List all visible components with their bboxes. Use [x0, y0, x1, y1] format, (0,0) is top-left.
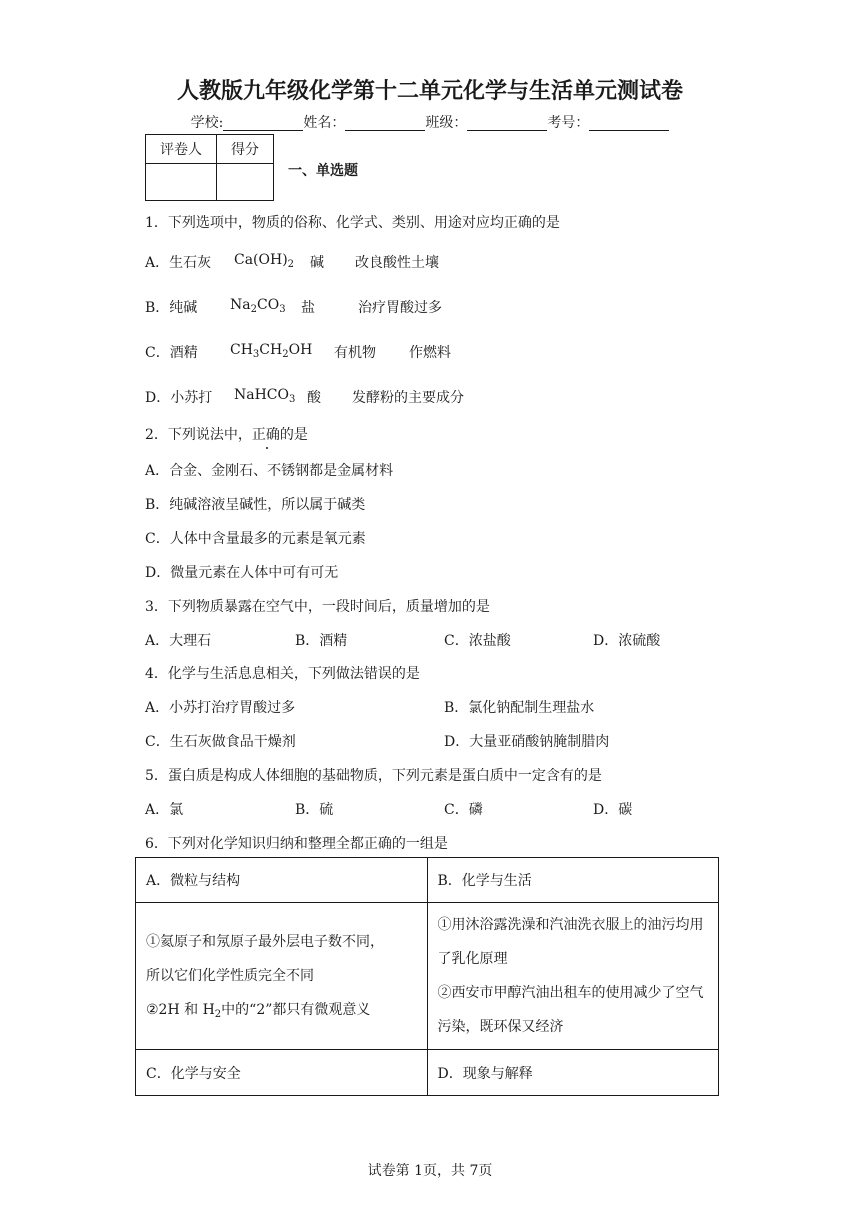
- option-c-header[interactable]: C．化学与安全: [136, 1050, 428, 1096]
- class-label: 班级：: [425, 115, 468, 131]
- section-title: 一、单选题: [288, 163, 358, 179]
- option-common-name: 纯碱: [169, 300, 198, 316]
- question-5-stem: 5．蛋白质是构成人体细胞的基础物质，下列元素是蛋白质中一定含有的是: [145, 768, 602, 784]
- reviewer-cell[interactable]: [146, 164, 217, 201]
- question-1-option-a-category: 碱: [310, 255, 324, 271]
- option-letter: C．: [145, 345, 170, 361]
- question-2-option-c[interactable]: C．人体中含量最多的元素是氧元素: [145, 531, 366, 547]
- score-cell[interactable]: [217, 164, 274, 201]
- question-3-option-a[interactable]: A．大理石: [145, 633, 212, 649]
- option-a-header[interactable]: A．微粒与结构: [136, 858, 428, 903]
- question-3-option-d[interactable]: D．浓硫酸: [593, 633, 661, 649]
- page-footer: 试卷第 1页，共 7页: [367, 1163, 493, 1179]
- question-1-option-c-formula: $CH_3CH_2OH$: [230, 342, 313, 360]
- option-b-header[interactable]: B．化学与生活: [427, 858, 719, 903]
- school-blank[interactable]: [223, 115, 303, 131]
- question-1-option-b-use: 治疗胃酸过多: [358, 300, 442, 316]
- question-4-stem: 4．化学与生活息息相关，下列做法错误的是: [145, 666, 420, 682]
- option-common-name: 酒精: [169, 345, 198, 361]
- question-1-option-b-category: 盐: [301, 300, 315, 316]
- question-1-option-c-use: 作燃料: [409, 345, 451, 361]
- question-5-option-b[interactable]: B．硫: [295, 802, 334, 818]
- question-1-option-d-use: 发酵粉的主要成分: [352, 390, 464, 406]
- option-common-name: 生石灰: [169, 255, 212, 271]
- option-d-header[interactable]: D．现象与解释: [427, 1050, 719, 1096]
- question-1-option-a-use: 改良酸性土壤: [355, 255, 439, 271]
- school-label: 学校:: [190, 115, 224, 131]
- question-1-option-c[interactable]: [145, 342, 198, 362]
- question-1-option-b[interactable]: [145, 297, 197, 317]
- name-label: 姓名：: [303, 115, 346, 131]
- question-5-option-d[interactable]: D．碳: [593, 802, 633, 818]
- question-4-option-a[interactable]: A．小苏打治疗胃酸过多: [145, 700, 296, 716]
- reviewer-header: 评卷人: [146, 135, 217, 164]
- question-2-option-b[interactable]: B．纯碱溶液呈碱性，所以属于碱类: [145, 497, 366, 513]
- option-letter: D．: [145, 390, 171, 406]
- question-2-option-d[interactable]: D．微量元素在人体中可有可无: [145, 565, 339, 581]
- page-title: 人教版九年级化学第十二单元化学与生活单元测试卷: [176, 79, 683, 104]
- question-1-stem: 1．下列选项中，物质的俗称、化学式、类别、用途对应均正确的是: [145, 215, 560, 231]
- student-info-line: [0, 112, 860, 132]
- question-2-option-a[interactable]: A．合金、金刚石、不锈钢都是金属材料: [145, 463, 394, 479]
- question-3-stem: 3．下列物质暴露在空气中，一段时间后，质量增加的是: [145, 599, 490, 615]
- option-a-content: ①氦原子和氖原子最外层电子数不同， 所以它们化学性质完全不同 ②2H 和 $H_2$中的“2”都只有微观意义: [136, 903, 428, 1050]
- option-b-content: ①用沐浴露洗澡和汽油洗衣服上的油污均用 了乳化原理 ②西安市甲醇汽油出租车的使用减少了空气 污染，既环保又经济: [427, 903, 719, 1050]
- question-4-option-d[interactable]: D．大量亚硝酸钠腌制腊肉: [444, 734, 610, 750]
- question-1-option-d[interactable]: [145, 387, 212, 407]
- question-1-option-a-formula: $Ca(OH)_2$: [234, 252, 295, 270]
- question-2-stem: 2．下列说法中，正确的是: [145, 427, 308, 443]
- emphasis-text: 正确: [251, 427, 280, 443]
- option-common-name: 小苏打: [170, 390, 213, 406]
- question-1-option-c-category: 有机物: [334, 345, 376, 361]
- exam-no-blank[interactable]: [589, 115, 669, 131]
- question-1-option-a[interactable]: [145, 252, 211, 272]
- option-letter: B．: [145, 300, 170, 316]
- question-1-option-d-category: 酸: [307, 390, 321, 406]
- question-4-option-c[interactable]: C．生石灰做食品干燥剂: [145, 734, 296, 750]
- question-5-option-c[interactable]: C．磷: [444, 802, 483, 818]
- question-6-stem: 6．下列对化学知识归纳和整理全都正确的一组是: [145, 836, 448, 852]
- question-1-option-b-formula: $Na_2CO_3$: [230, 297, 286, 315]
- question-6-knowledge-table: [135, 857, 719, 1096]
- option-letter: A．: [145, 255, 170, 271]
- question-3-option-c[interactable]: C．浓盐酸: [444, 633, 511, 649]
- score-table: [145, 134, 274, 201]
- question-1-option-d-formula: NaHCO$_3$: [234, 387, 296, 405]
- question-4-option-b[interactable]: B．氯化钠配制生理盐水: [444, 700, 595, 716]
- score-header: 得分: [217, 135, 274, 164]
- class-blank[interactable]: [467, 115, 547, 131]
- name-blank[interactable]: [345, 115, 425, 131]
- exam-no-label: 考号：: [547, 115, 590, 131]
- question-3-option-b[interactable]: B．酒精: [295, 633, 348, 649]
- question-5-option-a[interactable]: A．氯: [145, 802, 184, 818]
